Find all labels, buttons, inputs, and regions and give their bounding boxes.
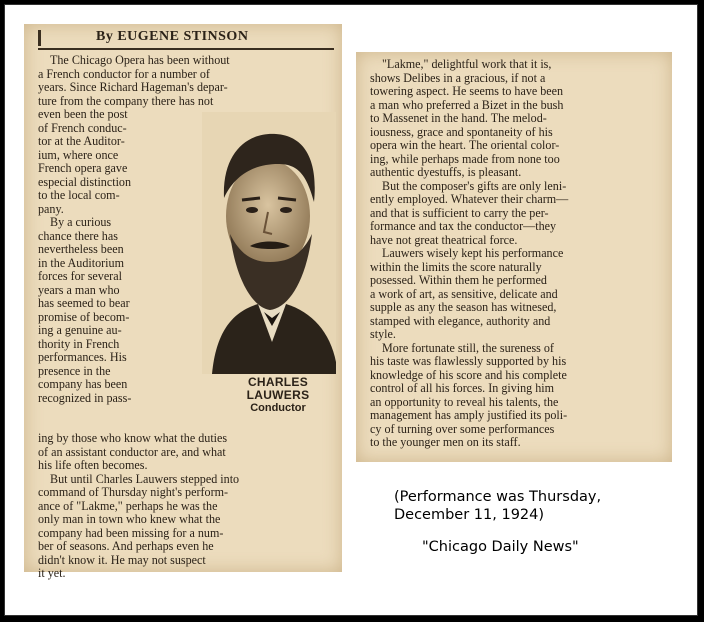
text-line: But the composer's gifts are only leni- <box>382 179 567 193</box>
text-line: ance of "Lakme," perhaps he was the <box>38 499 218 513</box>
text-line: posessed. Within them he performed <box>370 274 547 287</box>
text-line: thority in French <box>38 337 120 351</box>
text-line: especial distinction <box>38 175 132 189</box>
text-line: But until Charles Lauwers stepped into <box>50 472 240 486</box>
text-line: The Chicago Opera has been without <box>50 54 230 67</box>
text-line: his taste was flawlessly supported by his <box>370 355 567 368</box>
text-line: to Massenet in the hand. The melod- <box>370 112 547 125</box>
text-line: only man in town who knew what the <box>38 513 221 526</box>
text-line: ing a genuine au- <box>38 324 122 337</box>
text-line: More fortunate still, the sureness of <box>382 341 554 355</box>
newspaper-clipping-left <box>24 24 342 580</box>
left-column-narrow <box>38 108 198 405</box>
newspaper-clipping-right <box>356 52 672 462</box>
text-line: have not great theatrical force. <box>370 233 518 247</box>
text-line: management has amply justified its poli- <box>370 409 568 422</box>
text-line: tor at the Auditor- <box>38 135 125 148</box>
text-line: "Lakme," delightful work that it is, <box>382 58 552 71</box>
text-line: promise of becom- <box>38 310 130 324</box>
left-column-bottom <box>38 432 336 581</box>
text-line: recognized in pass- <box>38 391 132 405</box>
caption-role: Conductor <box>250 402 306 414</box>
text-line: performances. His <box>38 351 127 364</box>
text-line: chance there has <box>38 229 118 243</box>
text-line: knowledge of his score and his complete <box>370 368 567 382</box>
text-line: Lauwers wisely kept his performance <box>382 247 564 260</box>
text-line: a man who preferred a Bizet in the bush <box>370 98 564 112</box>
text-line: forces for several <box>38 270 122 283</box>
right-column <box>370 58 666 450</box>
caption-name-line2: LAUWERS <box>246 388 310 402</box>
text-line: ing, while perhaps made from none too <box>370 152 560 166</box>
left-column-top <box>38 54 336 108</box>
text-line: towering aspect. He seems to have been <box>370 85 564 98</box>
text-line: of French conduc- <box>38 121 127 135</box>
text-line: ium, where once <box>38 148 119 162</box>
text-line: By a curious <box>50 216 112 229</box>
performance-note <box>394 488 684 524</box>
caption-name-line1: CHARLES <box>247 375 309 389</box>
text-line: within the limits the score naturally <box>370 260 542 274</box>
text-line: ture from the company there has not <box>38 94 214 108</box>
source-note: "Chicago Daily News" <box>422 539 579 555</box>
text-line: to the younger men on its staff. <box>370 436 521 449</box>
text-line: it yet. <box>38 567 66 580</box>
text-line: command of Thursday night's perform- <box>38 486 229 499</box>
text-line: his life often becomes. <box>38 459 148 472</box>
text-line: supple as any the season has witnesed, <box>370 301 557 314</box>
byline-header <box>38 28 334 50</box>
text-line: company had been missing for a num- <box>38 526 224 540</box>
byline-rule <box>38 30 41 46</box>
text-line: has seemed to bear <box>38 297 130 310</box>
note-line2: December 11, 1924) <box>394 507 545 523</box>
text-line: and that is sufficient to carry the per- <box>370 206 549 220</box>
text-line: of an assistant conductor are, and what <box>38 445 226 459</box>
text-line: pany. <box>38 202 64 216</box>
text-line: a French conductor for a number of <box>38 67 210 81</box>
text-line: ing by those who know what the duties <box>38 432 228 445</box>
text-line: nevertheless been <box>38 243 124 256</box>
text-line: even been the post <box>38 108 128 121</box>
text-line: style. <box>370 328 396 341</box>
text-line: ber of seasons. And perhaps even he <box>38 540 214 553</box>
portrait-caption <box>222 376 334 415</box>
text-line: control of all his forces. In giving him <box>370 382 555 395</box>
text-line: French opera gave <box>38 162 128 175</box>
text-line: presence in the <box>38 364 111 378</box>
text-line: in the Auditorium <box>38 256 124 270</box>
text-line: cy of turning over some performances <box>370 422 555 436</box>
text-line: stamped with elegance, authority and <box>370 314 551 328</box>
note-line1: (Performance was Thursday, <box>394 489 602 505</box>
text-line: authentic dyestuffs, is pleasant. <box>370 166 522 179</box>
text-line: opera win the heart. The oriental color- <box>370 139 560 152</box>
text-line: to the local com- <box>38 189 120 202</box>
text-line: years a man who <box>38 283 120 297</box>
text-line: iousness, grace and spontaneity of his <box>370 125 553 139</box>
text-line: didn't know it. He may not suspect <box>38 553 206 567</box>
portrait-image <box>202 112 336 374</box>
text-line: shows Delibes in a gracious, if not a <box>370 71 546 85</box>
text-line: a work of art, as sensitive, delicate and <box>370 287 558 301</box>
text-line: an opportunity to reveal his talents, the <box>370 395 559 409</box>
text-line: years. Since Richard Hageman's depar- <box>38 81 228 94</box>
text-line: formance and tax the conductor—they <box>370 220 557 233</box>
text-line: company has been <box>38 378 128 391</box>
byline-text: By EUGENE STINSON <box>96 29 249 44</box>
text-line: ently employed. Whatever their charm— <box>370 193 569 206</box>
